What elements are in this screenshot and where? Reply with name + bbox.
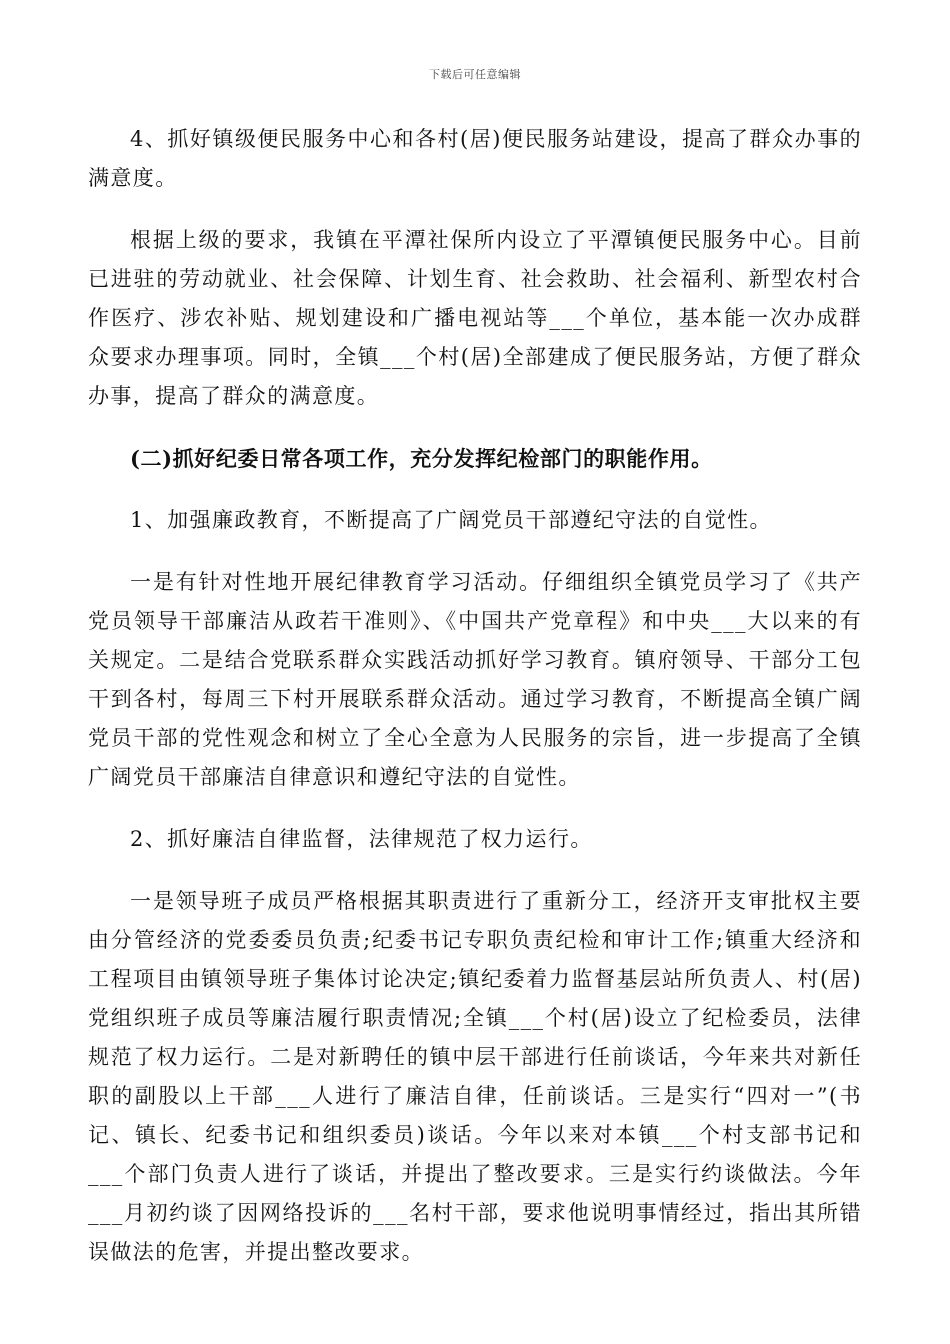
paragraph-education: 一是有针对性地开展纪律教育学习活动。仔细组织全镇党员学习了《共产党员领导干部廉洁从政若干准则》、《中国共产党章程》和中央___大以来的有关规定。二是结合党联系群众实践活动抓好学习教育。镇府领导、干部分工包干到各村，每周三下村开展联系群众活动。通过学习教育，不断提高全镇广阔党员干部的党性观念和树立了全心全意为人民服务的宗旨，进一步提高了全镇广阔党员干部廉洁自律意识和遵纪守法的自觉性。	[88, 570, 862, 789]
paragraph-item-2: 2、抓好廉洁自律监督，法律规范了权力运行。	[130, 827, 593, 851]
paragraph-service-center: 根据上级的要求，我镇在平潭社保所内设立了平潭镇便民服务中心。目前已进驻的劳动就业、社会保障、计划生育、社会救助、社会福利、新型农村合作医疗、涉农补贴、规划建设和广播电视站等___个单位，基本能一次办成群众要求办理事项。同时，全镇___个村(居)全部建成了便民服务站，方便了群众办事，提高了群众的满意度。	[88, 228, 862, 408]
document-body	[88, 120, 862, 1295]
paragraph-item-4: 4、抓好镇级便民服务中心和各村(居)便民服务站建设，提高了群众办事的满意度。	[88, 127, 862, 190]
paragraph-item-1: 1、加强廉政教育，不断提高了广阔党员干部遵纪守法的自觉性。	[130, 508, 772, 532]
page-header: 下载后可任意编辑	[429, 68, 521, 81]
section-heading-2: (二)抓好纪委日常各项工作，充分发挥纪检部门的职能作用。	[130, 446, 713, 471]
paragraph-supervision: 一是领导班子成员严格根据其职责进行了重新分工，经济开支审批权主要由分管经济的党委委员负责;纪委书记专职负责纪检和审计工作;镇重大经济和工程项目由镇领导班子集体讨论决定;镇纪委着力监督基层站所负责人、村(居)党组织班子成员等廉洁履行职责情况;全镇___个村(居)设立了纪检委员，法律规范了权力运行。二是对新聘任的镇中层干部进行任前谈话，今年来共对新任职的副股以上干部___人进行了廉洁自律，任前谈话。三是实行“四对一”(书记、镇长、纪委书记和组织委员)谈话。今年以来对本镇___个村支部书记和___个部门负责人进行了谈话，并提出了整改要求。三是实行约谈做法。今年___月初约谈了因网络投诉的___名村干部，要求他说明事情经过，指出其所错误做法的危害，并提出整改要求。	[88, 889, 862, 1264]
